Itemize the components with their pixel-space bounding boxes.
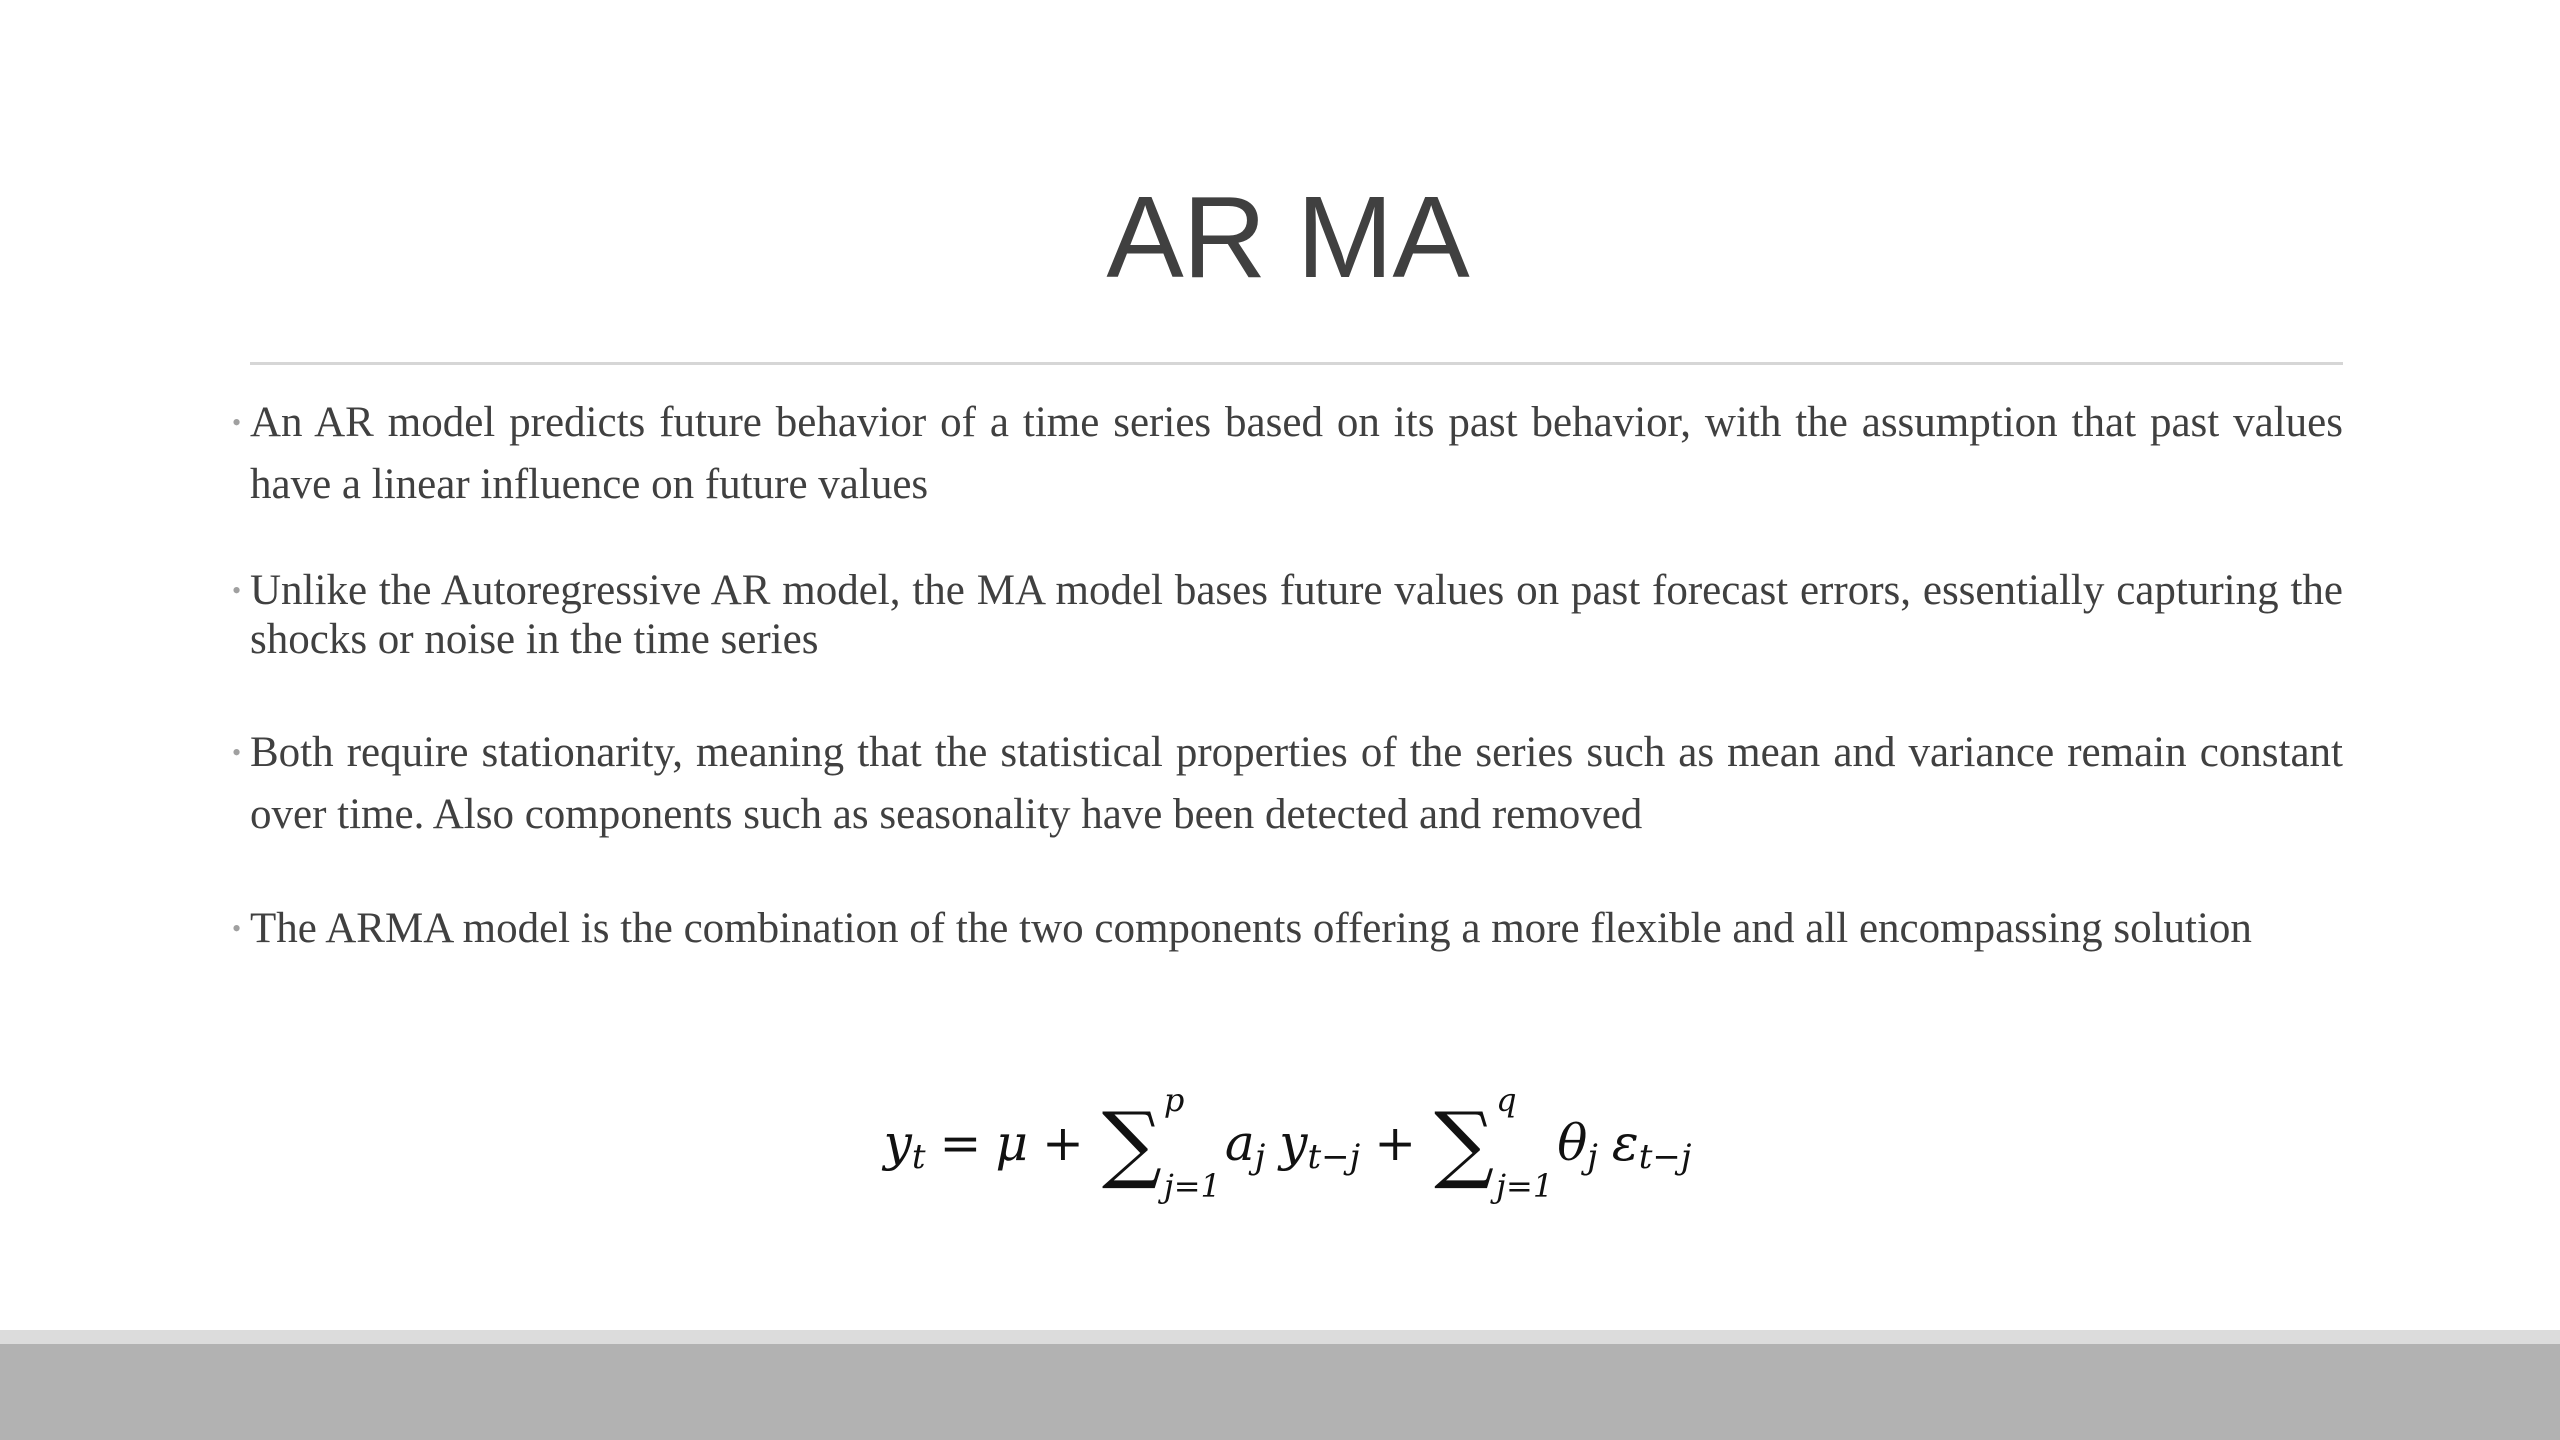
eq-plus-2: +	[1374, 1114, 1417, 1172]
eq-term1-var: y	[1279, 1114, 1308, 1172]
bullet-item-stationarity	[232, 722, 2343, 846]
bottom-strip	[0, 1330, 2560, 1344]
eq-sum-2-upper: q	[1496, 1081, 1517, 1119]
sigma-icon: ∑	[1434, 1094, 1495, 1192]
eq-lhs: y	[883, 1114, 912, 1172]
eq-term2-var-sub: t−j	[1638, 1137, 1692, 1177]
eq-term2-coef: θ	[1557, 1114, 1588, 1172]
slide-title: AR MA	[1106, 172, 1469, 302]
eq-term2-var: ε	[1611, 1114, 1639, 1172]
sigma-icon: ∑	[1101, 1094, 1162, 1192]
eq-mu: μ	[995, 1114, 1028, 1172]
bottom-bar	[0, 1344, 2560, 1440]
bullet-dot-icon: •	[232, 408, 242, 437]
eq-term2-coef-sub: j	[1587, 1137, 1598, 1177]
bullet-item-ma	[232, 566, 2343, 664]
title-divider	[250, 362, 2343, 365]
bullet-text: Both require stationarity, meaning that the statistical properties of the series such as mean and variance remain constant over time. Also components such as seasonality have been detected and removed	[250, 729, 2343, 838]
eq-sum-1-upper: p	[1163, 1081, 1185, 1119]
bullet-dot-icon: •	[232, 738, 242, 767]
eq-term1-var-sub: t−j	[1307, 1137, 1361, 1177]
eq-term1-coef-sub: j	[1254, 1137, 1266, 1177]
bullet-text: The ARMA model is the combination of the two components offering a more flexible and all encompassing solution	[250, 905, 2252, 952]
arma-equation	[0, 1078, 2560, 1208]
eq-term1-coef: a	[1224, 1114, 1255, 1172]
eq-plus-1: +	[1041, 1114, 1084, 1172]
bullet-item-arma	[232, 898, 2343, 960]
eq-sum-2-lower: j=1	[1496, 1167, 1554, 1205]
eq-equals: =	[939, 1114, 982, 1172]
eq-sum-1	[1101, 1081, 1221, 1205]
eq-sum-1-lower: j=1	[1163, 1167, 1221, 1205]
bullet-dot-icon: •	[232, 914, 242, 943]
bullet-item-ar	[232, 392, 2343, 516]
bullet-list	[232, 392, 2343, 960]
eq-lhs-sub: t	[911, 1137, 926, 1177]
bullet-dot-icon: •	[232, 576, 242, 605]
eq-sum-2	[1434, 1081, 1554, 1205]
bullet-text: An AR model predicts future behavior of a time series based on its past behavior, with the assumption that past values have a linear influence on future values	[250, 399, 2343, 508]
bullet-text: Unlike the Autoregressive AR model, the MA model bases future values on past forecast errors, essentially capturing the shocks or noise in the time series	[250, 567, 2343, 663]
